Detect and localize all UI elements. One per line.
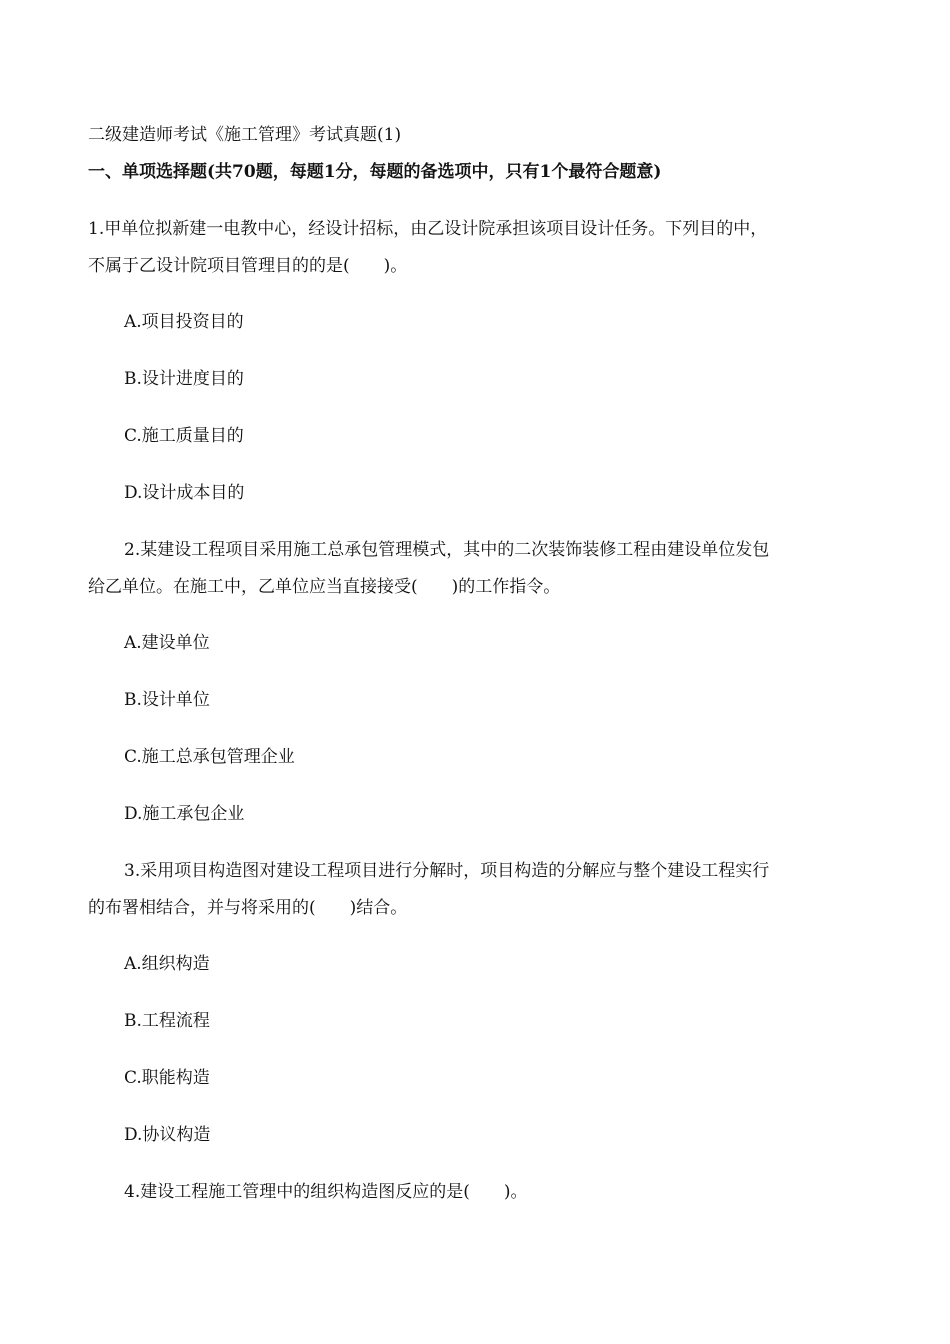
question-3-option-c: C.职能构造 xyxy=(124,1068,210,1088)
question-1-line-1: 1.甲单位拟新建一电教中心，经设计招标，由乙设计院承担该项目设计任务。下列目的中， xyxy=(88,219,768,239)
question-3-option-a: A.组织构造 xyxy=(124,954,210,974)
question-1-option-b: B.设计进度目的 xyxy=(124,369,244,389)
question-3-line-1: 3.采用项目构造图对建设工程项目进行分解时，项目构造的分解应与整个建设工程实行 xyxy=(124,861,770,881)
document-title: 二级建造师考试《施工管理》考试真题(1) xyxy=(88,125,402,145)
question-3-line-2: 的布署相结合，并与将采用的( )结合。 xyxy=(88,898,408,918)
question-1-option-d: D.设计成本目的 xyxy=(124,483,245,503)
question-3-option-b: B.工程流程 xyxy=(124,1011,210,1031)
question-2-option-b: B.设计单位 xyxy=(124,690,210,710)
section-heading: 一、单项选择题(共70题，每题1分，每题的备选项中，只有1个最符合题意) xyxy=(88,162,662,182)
question-1-line-2: 不属于乙设计院项目管理目的的是( )。 xyxy=(88,256,408,276)
question-2-line-1: 2.某建设工程项目采用施工总承包管理模式，其中的二次装饰装修工程由建设单位发包 xyxy=(124,540,770,560)
question-2-line-2: 给乙单位。在施工中，乙单位应当直接接受( )的工作指令。 xyxy=(88,577,561,597)
question-3-option-d: D.协议构造 xyxy=(124,1125,211,1145)
question-1-option-a: A.项目投资目的 xyxy=(124,312,244,332)
question-2-option-d: D.施工承包企业 xyxy=(124,804,245,824)
question-2-option-a: A.建设单位 xyxy=(124,633,210,653)
question-4-line-1: 4.建设工程施工管理中的组织构造图反应的是( )。 xyxy=(124,1182,528,1202)
question-1-option-c: C.施工质量目的 xyxy=(124,426,244,446)
question-2-option-c: C.施工总承包管理企业 xyxy=(124,747,295,767)
